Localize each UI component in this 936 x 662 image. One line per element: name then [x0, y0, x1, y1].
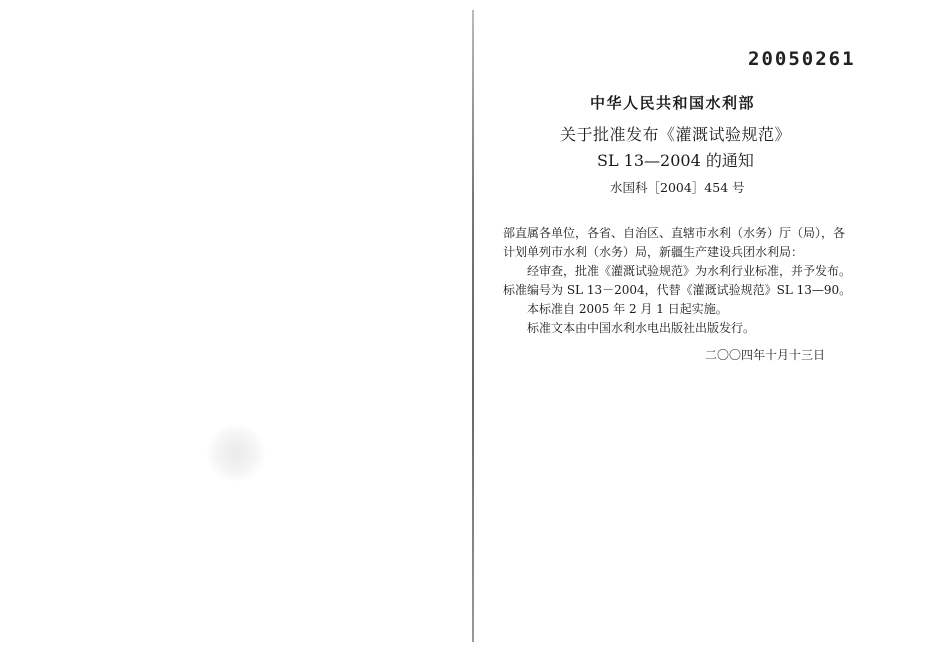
serial-number: 20050261: [748, 48, 856, 70]
notice-title-line2: SL 13—2004 的通知: [597, 151, 754, 170]
issuer-heading: 中华人民共和国水利部: [590, 94, 756, 112]
approval-paragraph-line-2: 标准编号为 SL 13－2004，代替《灌溉试验规范》SL 13—90。: [503, 283, 852, 297]
notice-body: [503, 224, 852, 338]
publisher-paragraph: 标准文本由中国水利水电出版社出版发行。: [527, 321, 756, 335]
page-gutter-divider: [472, 10, 474, 642]
document-number: 水国科［2004］454 号: [610, 180, 745, 195]
addressee-line-2: 计划单列市水利（水务）局，新疆生产建设兵团水利局：: [503, 245, 804, 259]
addressee-line-1: 部直属各单位，各省、自治区、直辖市水利（水务）厅（局），各: [503, 226, 846, 240]
issue-date: 二〇〇四年十月十三日: [705, 348, 826, 362]
approval-paragraph-line-1: 经审查，批准《灌溉试验规范》为水利行业标准，并予发布。: [527, 264, 852, 278]
notice-title-line1: 关于批准发布《灌溉试验规范》: [560, 125, 792, 144]
effective-date-paragraph: 本标准自 2005 年 2 月 1 日起实施。: [527, 302, 728, 316]
faint-seal-stamp: [205, 425, 267, 481]
